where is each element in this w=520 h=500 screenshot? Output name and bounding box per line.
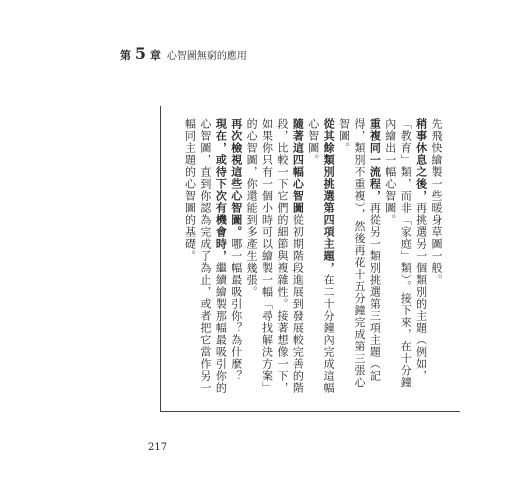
chapter-suffix: 章	[149, 49, 161, 62]
running-header	[120, 44, 247, 63]
paragraph	[336, 118, 382, 398]
chapter-label	[120, 44, 161, 63]
chapter-prefix: 第	[120, 49, 131, 62]
chapter-title: 心智圖無窮的應用	[166, 51, 247, 62]
paragraph-text: 先飛快繪製一些暖身草圖一般。	[430, 118, 443, 286]
paragraph	[182, 118, 228, 398]
paragraph-text: 繼續繪製那幅最吸引你的心智圖，直到你認為完成了為止，或者把它當作另一幅同主題的心智圖的基礎。	[183, 118, 228, 394]
paragraph	[382, 118, 428, 398]
paragraph-text: 再從另一類別挑選第三項主題（記得，類別不重複），然後再花十五分鐘完成第三張心智圖。	[337, 118, 382, 389]
paragraph	[429, 118, 444, 398]
paragraph-lead: 再次檢視這些心智圖。	[229, 118, 243, 238]
chapter-number: 5	[134, 44, 146, 63]
paragraph-lead: 從其餘類別挑選第四項主題，	[322, 118, 336, 274]
paragraph-text: 再挑選另一個類別的主題（例如，「教育」類，而非「家庭」類）。接下來，在十分鐘內繪出一幅心智圖。	[383, 118, 428, 389]
paragraph	[228, 118, 243, 398]
paragraph-text: 在二十分鐘內完成這幅心智圖。	[306, 118, 336, 394]
paragraph-text: 從初期階段進展到發展較完善的階段，比較一下它們的細節與複雜性。接著想像一下，如果你只有一個小時可以繪製一幅「尋找解決方案」的心智圖，你還能到多產生幾張。	[245, 118, 305, 394]
paragraph-lead: 重複同一流程，	[368, 118, 382, 202]
paragraph-text: 哪一幅最吸引你？為什麼？	[229, 238, 243, 382]
paragraph-lead: 現在，或待下次有機會時，	[214, 118, 228, 262]
paragraph	[305, 118, 336, 398]
paragraph-lead: 稍事休息之後，	[414, 118, 428, 202]
paragraph-lead: 隨著這四幅心智圖	[291, 118, 305, 214]
page-number: 217	[148, 442, 168, 453]
paragraph	[244, 118, 306, 398]
exercise-text	[176, 118, 444, 398]
